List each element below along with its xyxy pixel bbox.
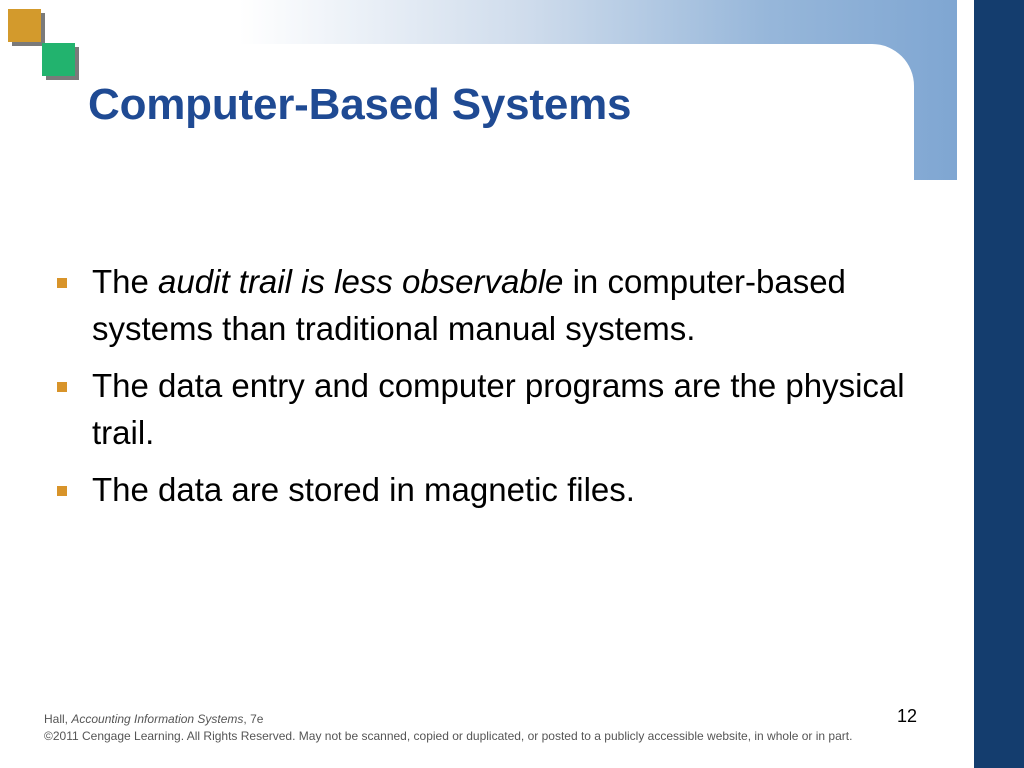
gold-square-decoration <box>8 9 41 42</box>
slide-title: Computer-Based Systems <box>88 80 632 129</box>
square-bullet-icon <box>57 486 67 496</box>
square-bullet-icon <box>57 278 67 288</box>
green-square-decoration <box>42 43 75 76</box>
footer-author: Hall, <box>44 712 72 726</box>
bullet-text: The data entry and computer programs are the physical trail. <box>92 367 905 451</box>
bullet-item <box>55 258 955 352</box>
bullet-item <box>55 362 955 456</box>
footer-copyright: ©2011 Cengage Learning. All Rights Reserved. May not be scanned, copied or duplicated, or posted to a publicly accessible website, in whole or in part. <box>44 729 853 743</box>
bullet-text-emphasis: audit trail is less observable <box>158 263 564 300</box>
right-accent-strip <box>974 0 1024 768</box>
content-panel <box>0 44 914 234</box>
footer-citation <box>44 712 263 726</box>
footer-book-title: Accounting Information Systems <box>71 712 244 726</box>
bullet-item <box>55 466 955 513</box>
square-bullet-icon <box>57 382 67 392</box>
bullet-list <box>55 258 955 523</box>
bullet-text-lead: The <box>92 263 159 300</box>
bullet-text-tail: in computer-based systems than traditional manual systems. <box>92 263 846 347</box>
footer-edition: , 7e <box>243 712 264 726</box>
bullet-text: The data are stored in magnetic files. <box>92 471 635 508</box>
page-number: 12 <box>897 706 918 726</box>
